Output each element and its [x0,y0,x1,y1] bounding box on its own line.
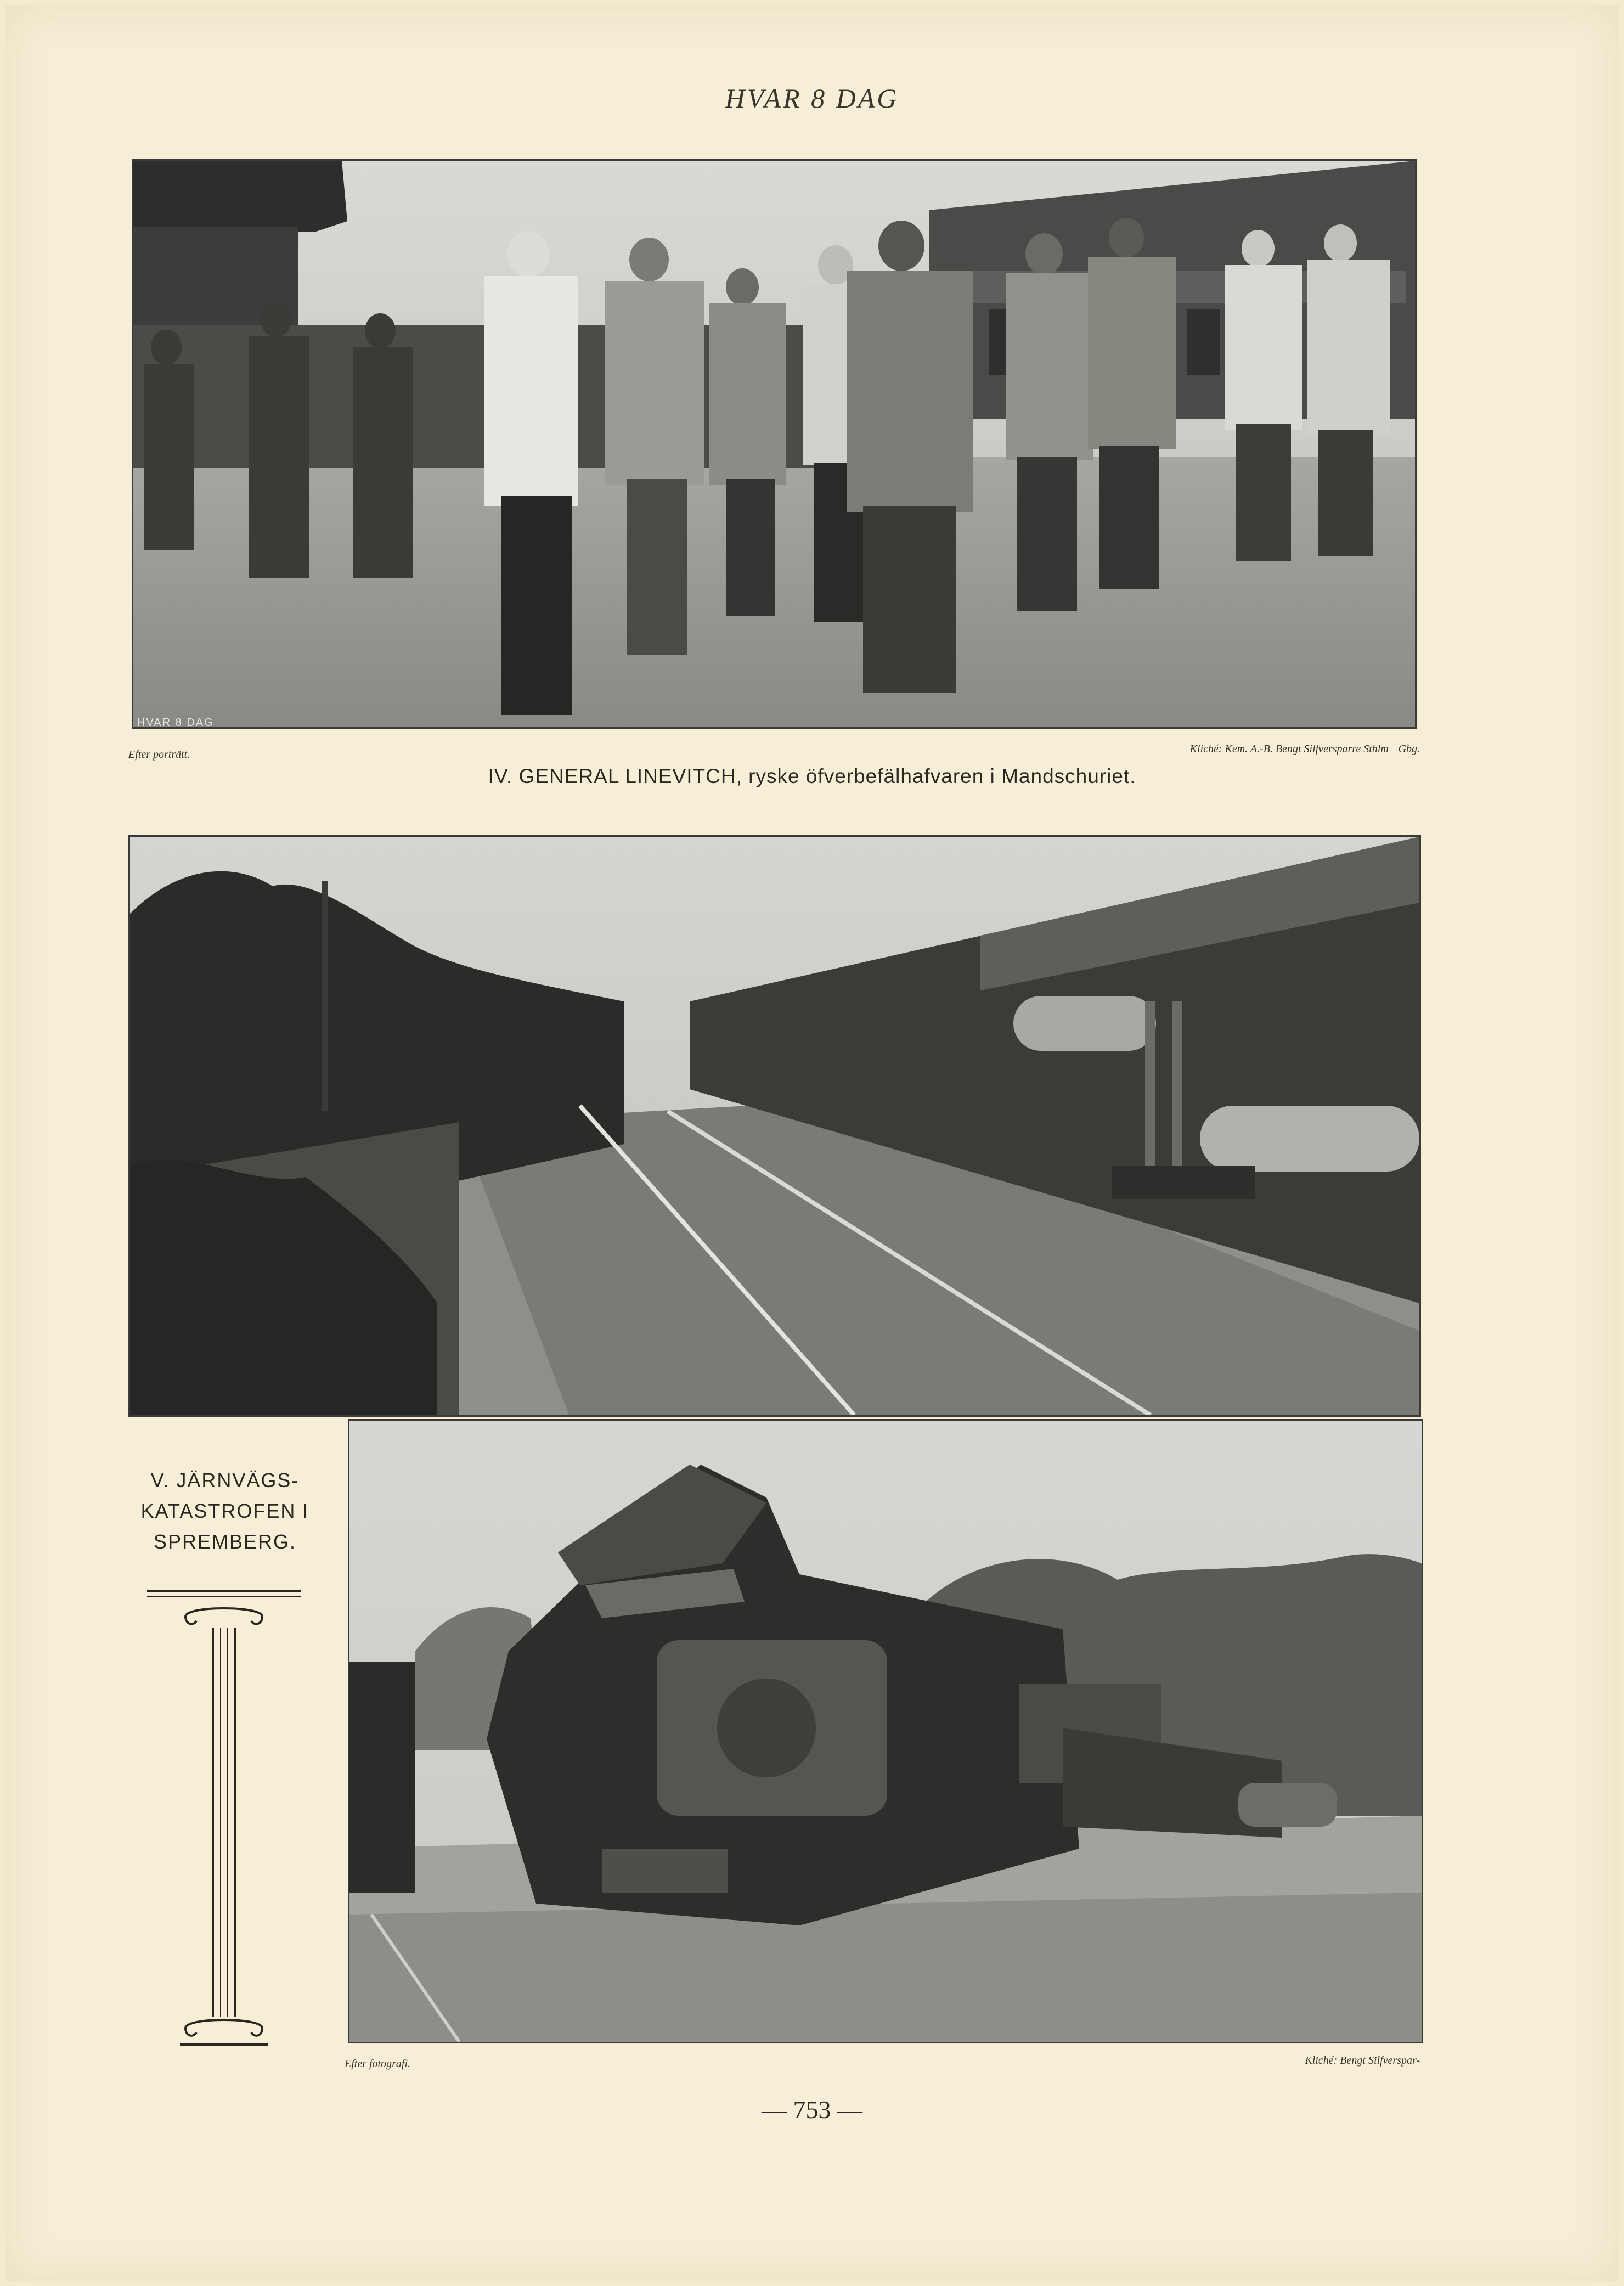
page-header: HVAR 8 DAG [725,83,899,114]
figure-caption-v [121,1465,329,1557]
engraver-credit-right: Kliché: Kem. A.-B. Bengt Silfversparre Sthlm—Gbg. [1189,743,1420,755]
page-number: — 753 — [762,2096,862,2124]
figure-caption-iv: IV. GENERAL LINEVITCH, ryske öfverbefälhafvaren i Mandschuriet. [488,765,1136,787]
caption-v-line-1: V. JÄRNVÄGS- [150,1469,300,1491]
photo-railway-wreck-track [128,835,1421,1417]
photo-credit-left: Efter porträtt. [128,748,190,761]
photo-watermark: HVAR 8 DAG [137,717,214,729]
photo-wrecked-locomotive [348,1419,1423,2043]
photo-general-linevitch [132,159,1417,729]
caption-v-line-2: KATASTROFEN I [140,1500,309,1522]
engraver-credit-right-2: Kliché: Bengt Silfverspar- [1305,2054,1420,2067]
caption-v-line-3: SPREMBERG. [153,1530,297,1553]
photo-credit-left-2: Efter fotografi. [345,2058,410,2070]
decorative-column-ornament [147,1589,301,2056]
